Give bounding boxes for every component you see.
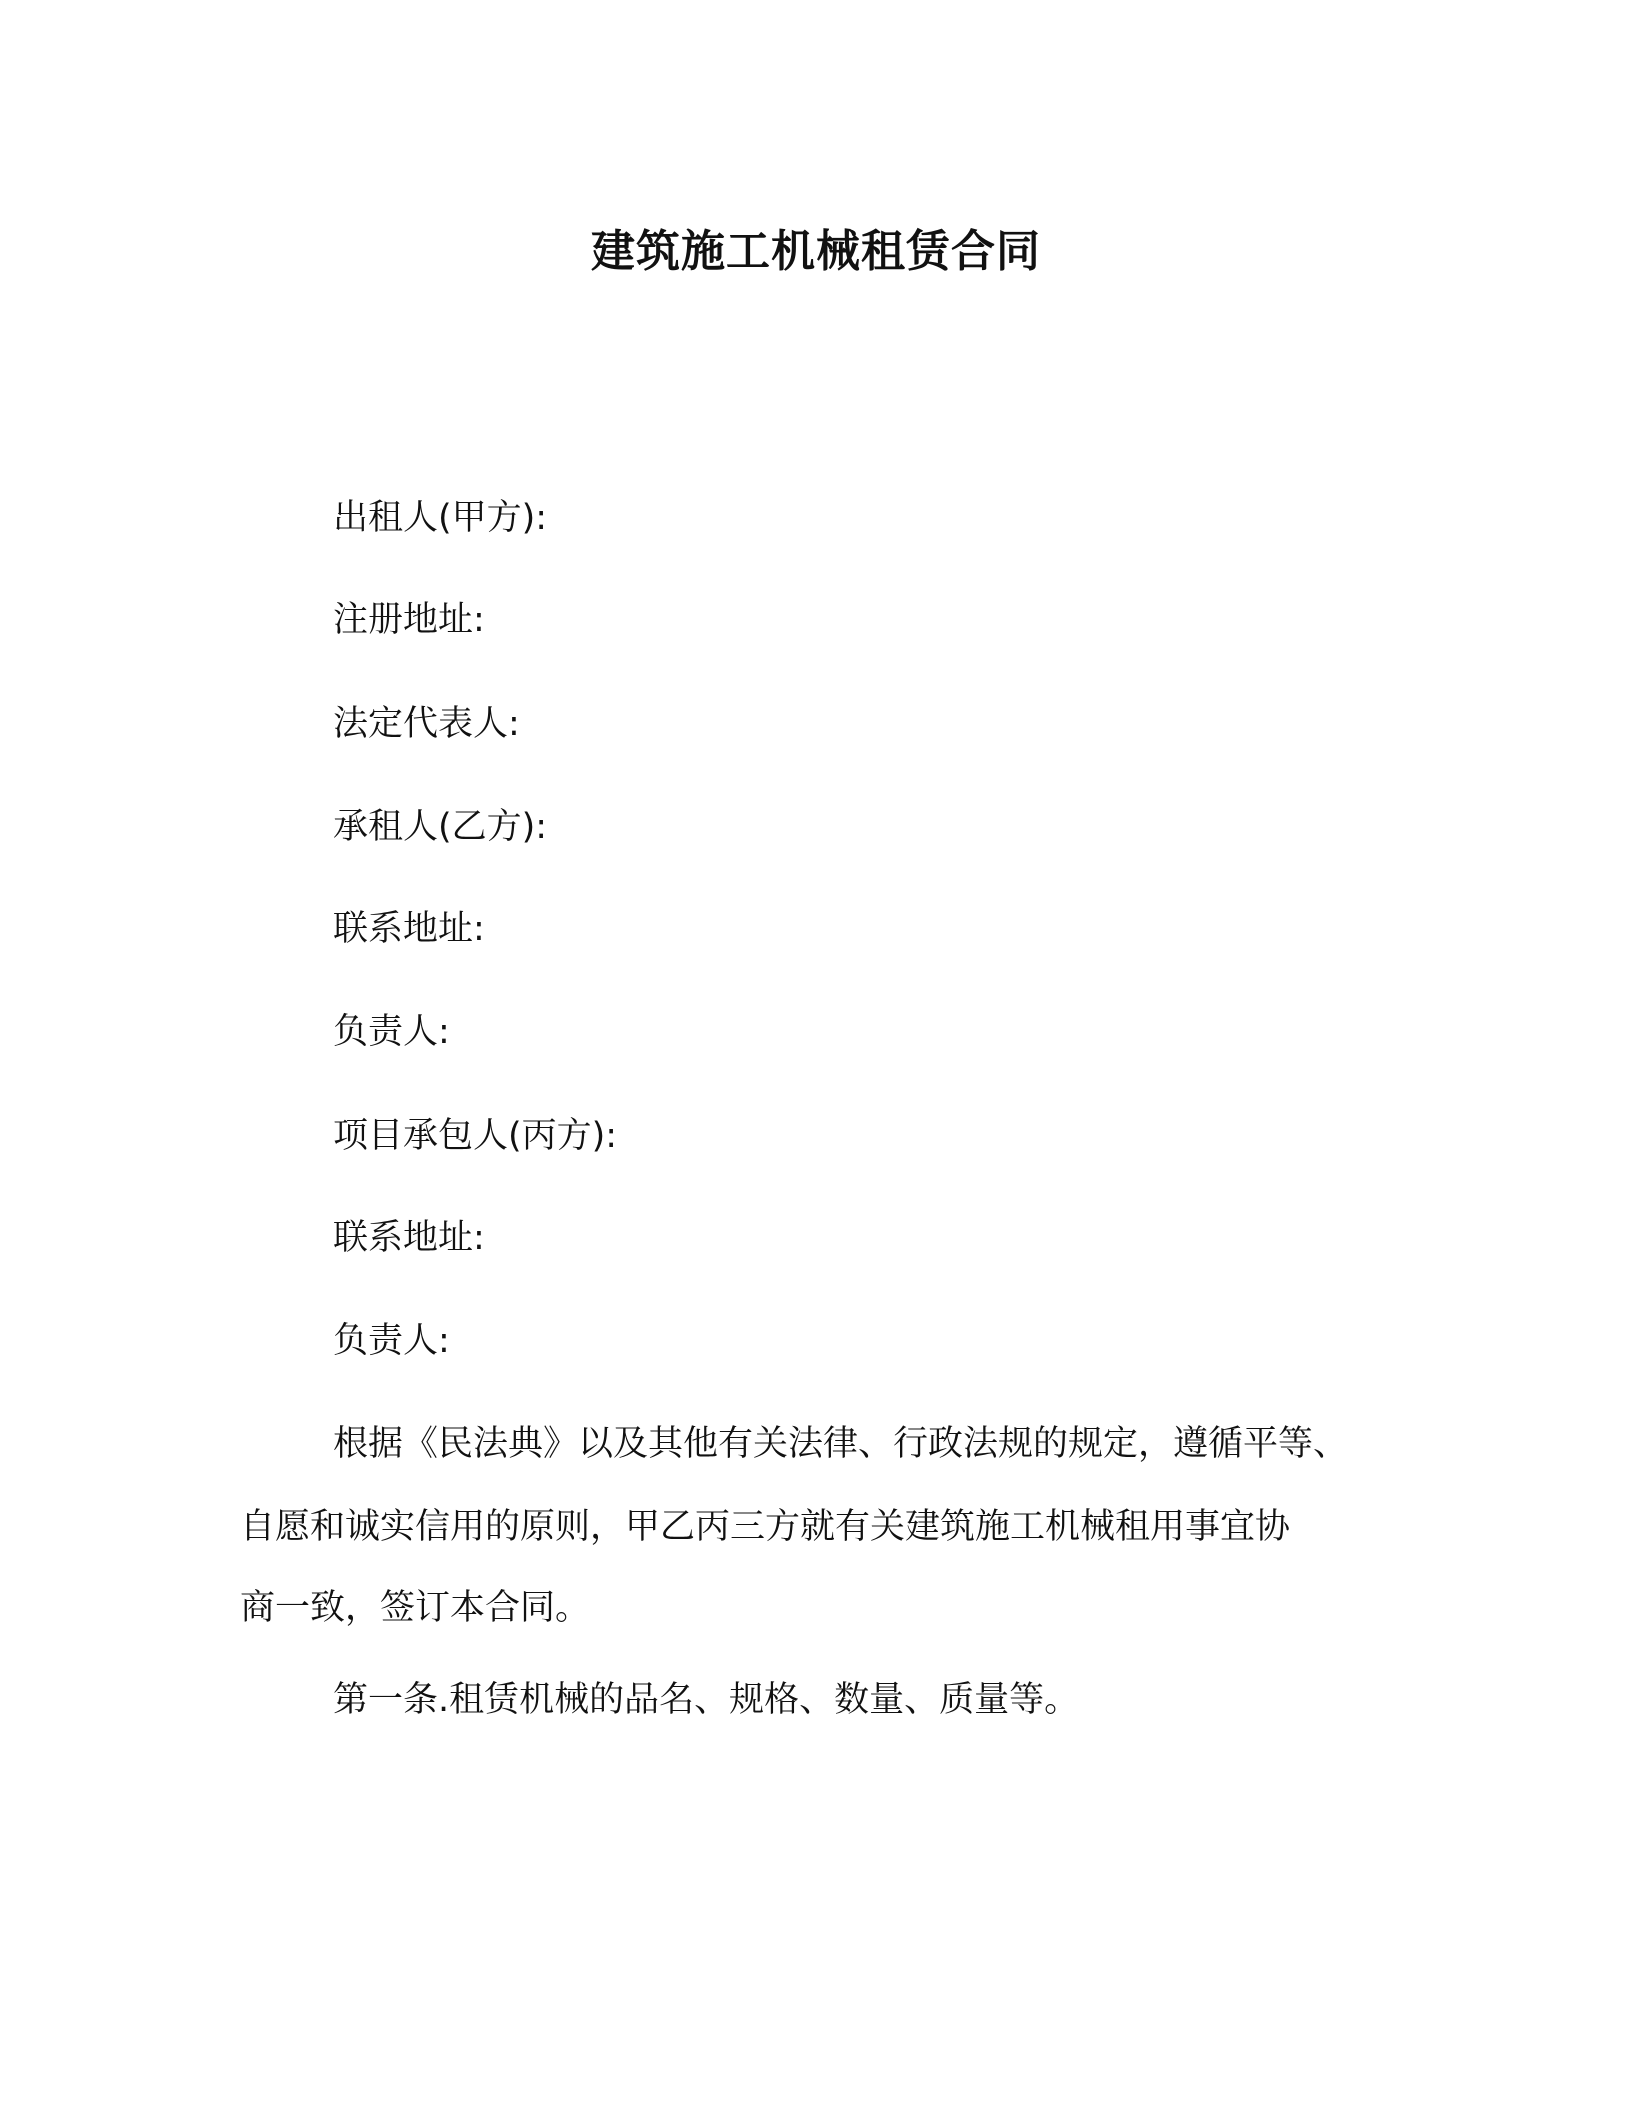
field-lessee: 承租人(乙方): <box>333 807 548 847</box>
field-registered-address: 注册地址: <box>333 600 485 640</box>
preamble-line: 商一致，签订本合同。 <box>240 1588 591 1628</box>
document-title: 建筑施工机械租赁合同 <box>591 226 1041 277</box>
field-lessee-responsible: 负责人: <box>333 1012 450 1052</box>
preamble-line: 自愿和诚实信用的原则，甲乙丙三方就有关建筑施工机械租用事宜协 <box>240 1507 1291 1547</box>
field-project-contractor: 项目承包人(丙方): <box>333 1116 618 1156</box>
field-contractor-address: 联系地址: <box>333 1218 485 1258</box>
field-lessee-address: 联系地址: <box>333 909 485 949</box>
article-1-heading: 第一条.租赁机械的品名、规格、数量、质量等。 <box>333 1680 1080 1720</box>
preamble-line: 根据《民法典》以及其他有关法律、行政法规的规定，遵循平等、 <box>333 1424 1349 1464</box>
field-lessor: 出租人(甲方): <box>333 498 548 538</box>
field-contractor-responsible: 负责人: <box>333 1321 450 1361</box>
field-legal-representative: 法定代表人: <box>333 704 520 744</box>
preamble-paragraph <box>240 1420 1410 1640</box>
